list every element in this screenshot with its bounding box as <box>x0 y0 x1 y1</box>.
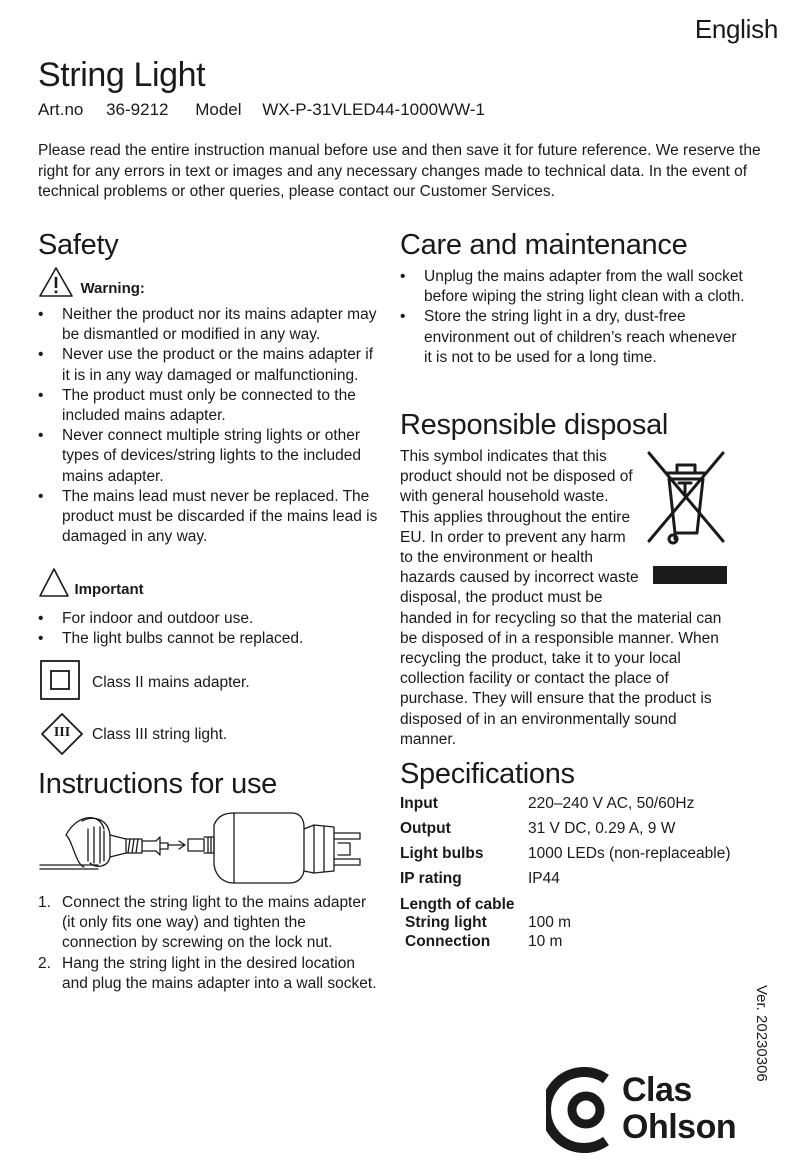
float-spacer <box>640 447 730 593</box>
language-label: English <box>694 14 778 44</box>
spec-value: 31 V DC, 0.29 A, 9 W <box>528 820 676 837</box>
page-title: String Light <box>38 56 206 94</box>
logo-c-icon <box>546 1067 616 1153</box>
cable-length-label: Length of cable <box>400 896 515 913</box>
spec-label: Connection <box>405 933 491 950</box>
logo-text-line1: Clas <box>622 1071 692 1109</box>
table-row <box>400 870 730 895</box>
spec-table <box>400 795 730 895</box>
class2-label: Class II mains adapter. <box>92 674 250 691</box>
warning-list <box>38 305 383 547</box>
list-item: • Never connect multiple string lights or other types of devices/string lights to the included mains adapter. <box>38 426 383 487</box>
art-no-label: Art.no <box>38 100 84 119</box>
care-list <box>400 267 745 368</box>
specs-heading: Specifications <box>400 758 575 790</box>
model-value: WX-P-31VLED44-1000WW-1 <box>262 100 485 119</box>
class3-symbol <box>40 712 84 756</box>
spec-label: String light <box>405 914 487 931</box>
double-square-icon <box>40 660 80 700</box>
spec-label: Input <box>400 795 438 812</box>
list-item: • The mains lead must never be replaced. The product must be discarded if the mains lead is damaged in any way. <box>38 487 383 548</box>
art-no-value: 36-9212 <box>106 100 169 119</box>
warning-label: Warning: <box>80 280 145 297</box>
disposal-text: This symbol indicates that this product should not be disposed of with general household waste. This applies throughout the entire EU. In order to prevent any harm to the environment or health hazards caused by incorrect waste disposal, the product must be handed in for recycling so that the material can be disposed of in a responsible manner. When recycling the product, take it to your local collection facility or contact the place of purchase. They will ensure that the product is disposed of in an environmentally sound manner. <box>400 448 722 748</box>
step-text: Connect the string light to the mains adapter (it only fits one way) and tighten the connection by screwing on the lock nut. <box>62 894 367 952</box>
disposal-heading: Responsible disposal <box>400 409 669 441</box>
logo-text-line2: Ohlson <box>622 1108 737 1146</box>
spec-label: Light bulbs <box>400 845 484 862</box>
caution-triangle-icon <box>38 567 70 599</box>
table-row <box>400 820 730 845</box>
plug-connection-icon <box>38 805 378 895</box>
important-header <box>38 567 378 599</box>
list-item: • Neither the product nor its mains adapter may be dismantled or modified in any way. <box>38 305 383 345</box>
list-item <box>38 893 378 954</box>
list-item: • Never use the product or the mains adapter if it is in any way damaged or malfunctioning. <box>38 345 383 385</box>
list-item: • Store the string light in a dry, dust-free environment out of children’s reach whenever it is not to be used for a long time. <box>400 307 745 368</box>
list-item: • The light bulbs cannot be replaced. <box>38 629 378 649</box>
list-item: • The product must only be connected to the included mains adapter. <box>38 386 383 426</box>
care-heading: Care and maintenance <box>400 229 688 261</box>
disposal-text-block <box>400 447 730 750</box>
instructions-heading: Instructions for use <box>38 768 277 800</box>
table-row <box>405 914 571 933</box>
model-label: Model <box>195 100 242 119</box>
warning-header <box>38 266 378 298</box>
table-row <box>405 933 571 952</box>
list-item <box>38 954 378 994</box>
spec-value: IP44 <box>528 870 560 887</box>
spec-value: 10 m <box>528 933 563 950</box>
list-item: • Unplug the mains adapter from the wall socket before wiping the string light clean with a cloth. <box>400 267 745 307</box>
spec-value: 100 m <box>528 914 572 931</box>
article-info <box>38 100 485 120</box>
spec-label: IP rating <box>400 870 462 887</box>
version-label: Ver. 20230306 <box>753 985 770 1082</box>
list-item: • For indoor and outdoor use. <box>38 609 378 629</box>
cable-table <box>405 914 571 952</box>
important-label: Important <box>74 581 144 598</box>
safety-heading: Safety <box>38 229 119 261</box>
clas-ohlson-logo-mark <box>546 1067 616 1153</box>
spec-label: Output <box>400 820 451 837</box>
table-row <box>400 795 730 820</box>
important-list <box>38 609 378 649</box>
step-number: 1. <box>38 894 51 911</box>
warning-triangle-icon <box>38 266 74 298</box>
class3-label: Class III string light. <box>92 726 228 743</box>
connection-illustration <box>38 805 378 900</box>
instruction-steps <box>38 893 378 994</box>
class3-symbol-text: III <box>53 725 71 740</box>
step-text: Hang the string light in the desired location and plug the mains adapter into a wall socket. <box>62 954 377 992</box>
step-number: 2. <box>38 954 51 972</box>
intro-text: Please read the entire instruction manual before use and then save it for future reference. We reserve the right for any errors in text or images and any necessary changes made to technical data. In the event of technical problems or other queries, please contact our Customer Services. <box>38 142 761 200</box>
table-row <box>400 845 730 870</box>
spec-value: 220–240 V AC, 50/60Hz <box>528 795 695 812</box>
spec-value: 1000 LEDs (non-replaceable) <box>528 845 731 862</box>
class2-symbol <box>40 660 80 700</box>
